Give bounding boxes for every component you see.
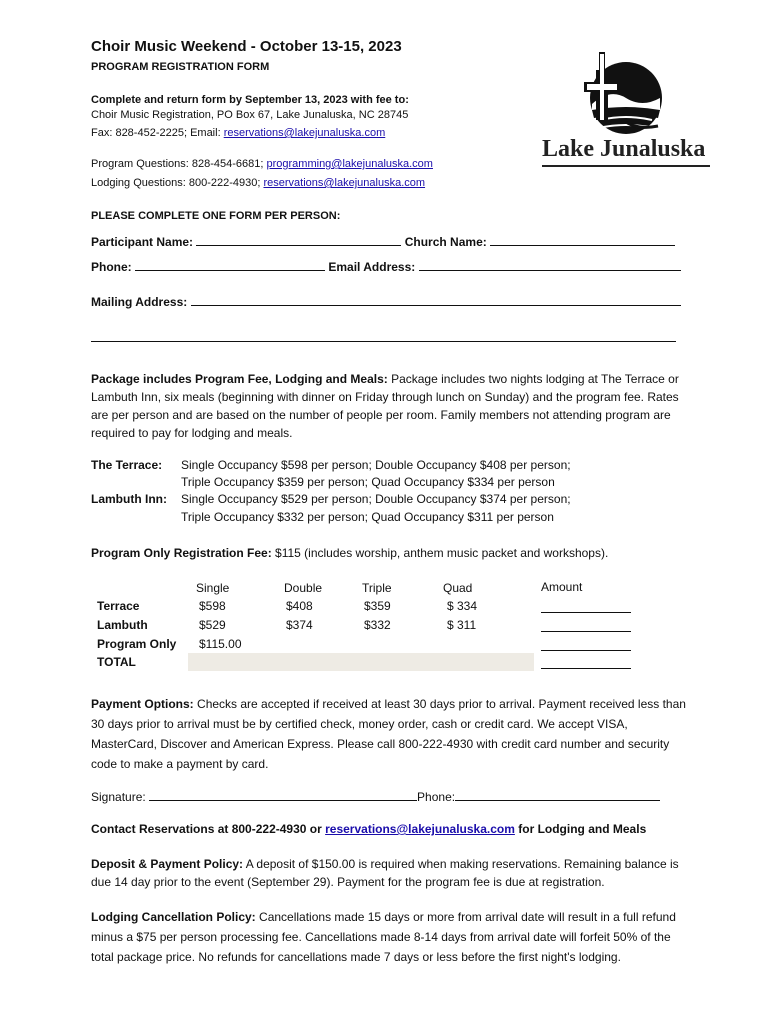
reservations-email-link[interactable]: reservations@lakejunaluska.com bbox=[223, 127, 386, 139]
mailing-address-field[interactable] bbox=[191, 293, 681, 306]
signature-phone-field[interactable] bbox=[455, 788, 660, 801]
email-address-field[interactable] bbox=[419, 258, 681, 271]
program-only-fee-text: $115 (includes worship, anthem music packet and workshops). bbox=[271, 546, 609, 560]
program-questions-line bbox=[91, 157, 433, 171]
package-heading: Package includes Program Fee, Lodging and Meals: bbox=[91, 372, 388, 386]
lambuth-quad: $ 311 bbox=[447, 618, 477, 632]
row-label-terrace: Terrace bbox=[97, 599, 140, 613]
participant-name-label: Participant Name: bbox=[91, 235, 194, 249]
row-label-program-only: Program Only bbox=[97, 637, 177, 651]
return-instructions: Complete and return form by September 13, 2023 with fee to: bbox=[91, 94, 409, 106]
terrace-rates-line1: Single Occupancy $598 per person; Double Occupancy $408 per person; bbox=[181, 458, 571, 472]
col-header-amount: Amount bbox=[541, 580, 583, 594]
payment-options-heading: Payment Options: bbox=[91, 697, 194, 711]
lodging-email-link[interactable]: reservations@lakejunaluska.com bbox=[263, 177, 426, 189]
row-label-total: TOTAL bbox=[97, 655, 136, 669]
program-only-fee bbox=[91, 546, 608, 560]
contact-suffix: for Lodging and Meals bbox=[514, 822, 647, 836]
phone-field[interactable] bbox=[135, 258, 325, 271]
lambuth-single: $529 bbox=[199, 618, 226, 632]
participant-name-field[interactable] bbox=[196, 233, 401, 246]
deposit-policy bbox=[91, 855, 696, 891]
col-header-single: Single bbox=[196, 581, 230, 595]
lake-junaluska-logo bbox=[540, 48, 712, 168]
lodging-questions-label: Lodging Questions: 800-222-4930; bbox=[91, 177, 264, 189]
total-shaded-row bbox=[188, 653, 534, 671]
participant-row bbox=[91, 233, 675, 249]
package-text: Package includes two nights lodging at The Terrace or Lambuth Inn, six meals (beginning with dinner on Friday through lunch on Sunday) and the program fee. Rates are per person and are based on the number of people per room. Family members not attending program are required to pay for lodging and meals. bbox=[91, 372, 679, 440]
contact-email-link[interactable]: reservations@lakejunaluska.com bbox=[325, 822, 515, 836]
program-questions-label: Program Questions: 828-454-6681; bbox=[91, 158, 267, 170]
phone-label: Phone: bbox=[91, 260, 132, 274]
package-description bbox=[91, 370, 696, 442]
phone-email-row bbox=[91, 258, 681, 274]
program-only-amount-field[interactable] bbox=[541, 650, 631, 651]
lambuth-rates-line1: Single Occupancy $529 per person; Double Occupancy $374 per person; bbox=[181, 492, 571, 506]
program-only-fee-label: Program Only Registration Fee: bbox=[91, 546, 272, 560]
terrace-single: $598 bbox=[199, 599, 226, 613]
mailing-address-row bbox=[91, 293, 681, 309]
lambuth-label: Lambuth Inn: bbox=[91, 492, 167, 506]
email-address-label: Email Address: bbox=[328, 260, 416, 274]
terrace-label: The Terrace: bbox=[91, 458, 163, 472]
programming-email-link[interactable]: programming@lakejunaluska.com bbox=[266, 158, 433, 170]
church-name-label: Church Name: bbox=[404, 235, 487, 249]
cancellation-policy bbox=[91, 907, 696, 967]
cancellation-policy-heading: Lodging Cancellation Policy: bbox=[91, 910, 256, 924]
contact-reservations bbox=[91, 822, 646, 836]
terrace-quad: $ 334 bbox=[447, 599, 478, 613]
form-subtitle: PROGRAM REGISTRATION FORM bbox=[91, 61, 270, 73]
cancellation-policy-text: Cancellations made 15 days or more from arrival date will result in a full refund minus a $75 per person processing fee. Cancellations made 8-14 days from arrival date will forfeit 50% of the total package price. No refunds for cancellations made 7 days or less before the first night's lodging. bbox=[91, 910, 676, 964]
signature-field[interactable] bbox=[149, 788, 417, 801]
form-heading: PLEASE COMPLETE ONE FORM PER PERSON: bbox=[91, 210, 341, 222]
page-title: Choir Music Weekend - October 13-15, 2023 bbox=[91, 38, 402, 55]
terrace-triple: $359 bbox=[364, 599, 391, 613]
fax-label: Fax: 828-452-2225; Email: bbox=[91, 127, 224, 139]
lambuth-amount-field[interactable] bbox=[541, 631, 631, 632]
mailing-address-info: Choir Music Registration, PO Box 67, Lake Junaluska, NC 28745 bbox=[91, 109, 409, 121]
church-name-field[interactable] bbox=[490, 233, 675, 246]
lambuth-double: $374 bbox=[286, 618, 313, 632]
program-only-single: $115.00 bbox=[199, 637, 242, 651]
mailing-address-label: Mailing Address: bbox=[91, 295, 188, 309]
deposit-policy-text: A deposit of $150.00 is required when making reservations. Remaining balance is due 14 day prior to the event (September 29). Payment for the program fee is due at registration. bbox=[91, 857, 679, 889]
row-label-lambuth: Lambuth bbox=[97, 618, 148, 632]
lambuth-triple: $332 bbox=[364, 618, 391, 632]
lodging-questions-line bbox=[91, 176, 425, 190]
col-header-quad: Quad bbox=[443, 581, 473, 595]
payment-options bbox=[91, 694, 696, 774]
terrace-amount-field[interactable] bbox=[541, 612, 631, 613]
mailing-address-field-line2[interactable] bbox=[91, 341, 676, 342]
terrace-rates-line2: Triple Occupancy $359 per person; Quad Occupancy $334 per person bbox=[181, 475, 555, 489]
signature-label: Signature: bbox=[91, 790, 146, 804]
total-amount-field[interactable] bbox=[541, 668, 631, 669]
col-header-triple: Triple bbox=[362, 581, 392, 595]
col-header-double: Double bbox=[284, 581, 323, 595]
signature-row bbox=[91, 788, 660, 804]
signature-phone-label: Phone: bbox=[417, 790, 456, 804]
fax-email-line bbox=[91, 126, 385, 140]
payment-options-text: Checks are accepted if received at least 30 days prior to arrival. Payment received less than 30 days prior to arrival must be by certified check, money order, cash or credit card. We accept VISA, MasterCard, Discover and American Express. Please call 800-222-4930 with credit card number and security code to make a payment by card. bbox=[91, 697, 686, 771]
contact-prefix: Contact Reservations at 800-222-4930 or bbox=[91, 822, 326, 836]
logo-text: Lake Junaluska bbox=[542, 136, 706, 162]
logo-underline bbox=[542, 165, 710, 167]
deposit-policy-heading: Deposit & Payment Policy: bbox=[91, 857, 244, 871]
cross-mountain-lake-icon bbox=[540, 48, 712, 140]
terrace-double: $408 bbox=[286, 599, 313, 613]
lambuth-rates-line2: Triple Occupancy $332 per person; Quad Occupancy $311 per person bbox=[181, 510, 554, 524]
